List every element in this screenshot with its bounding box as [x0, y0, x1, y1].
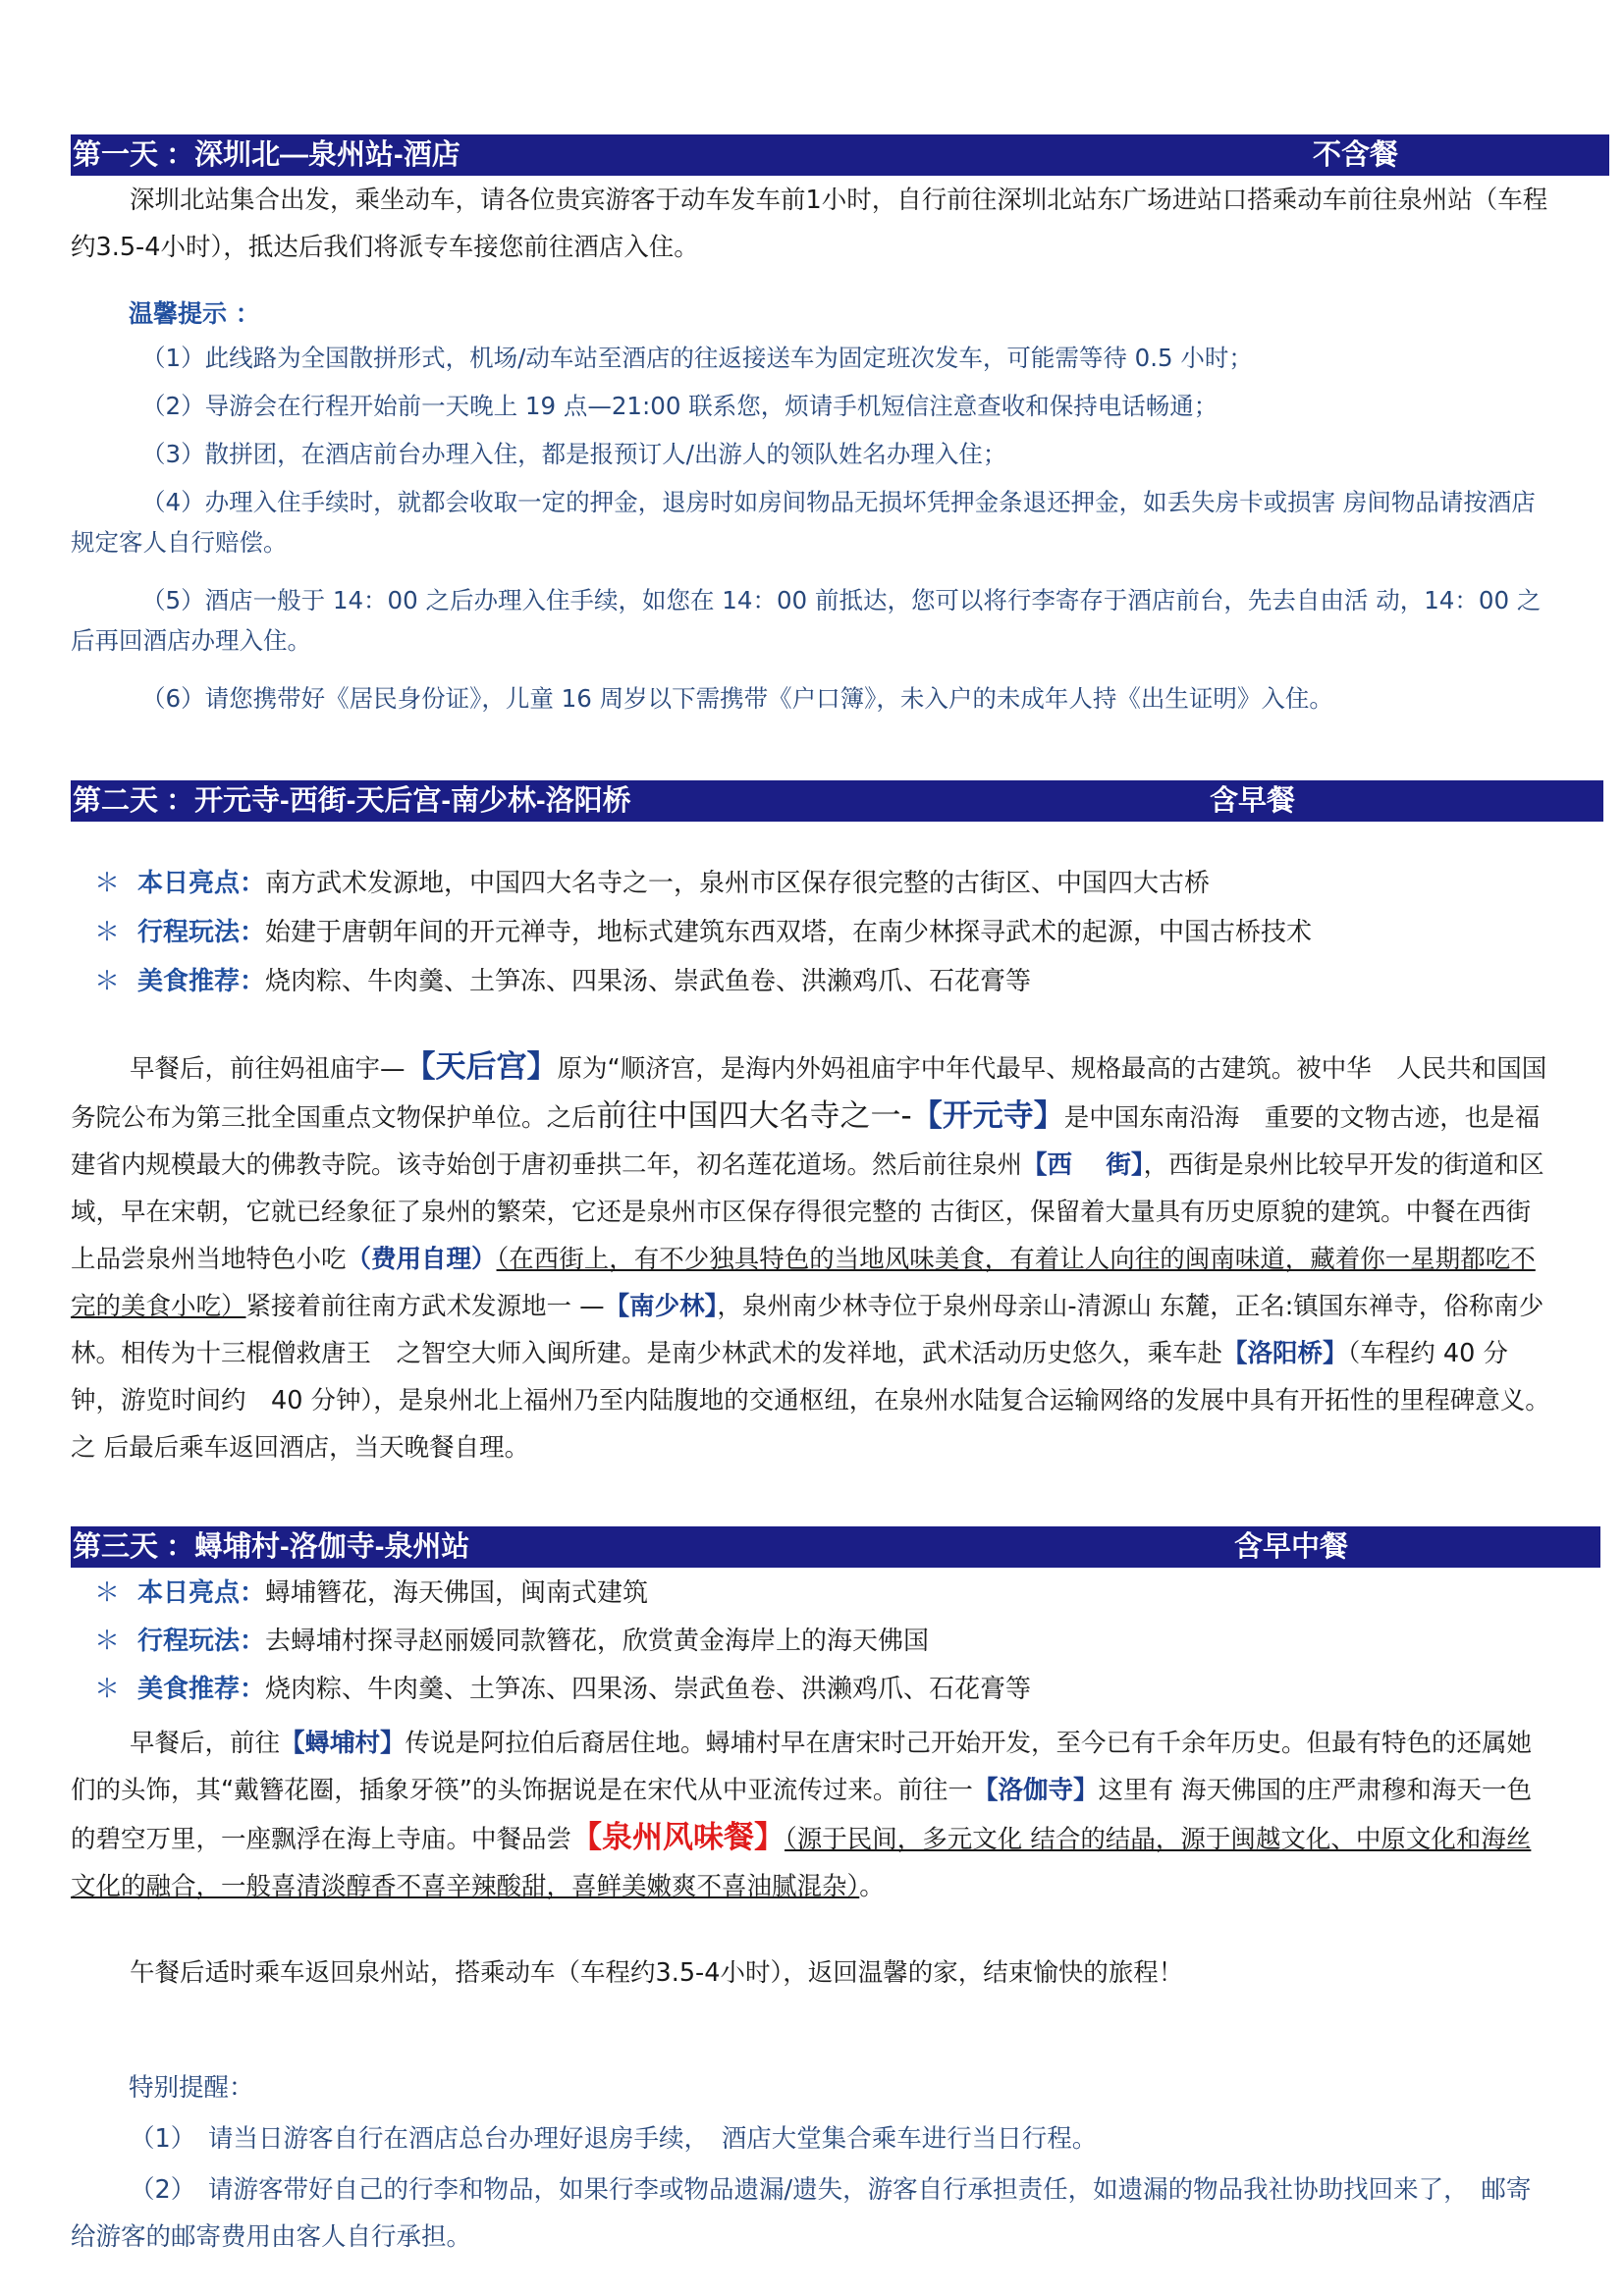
special-items — [71, 2115, 1553, 2261]
tip-item: （2）导游会在行程开始前一天晚上 19 点—21:00 联系您，烦请手机短信注意查收和保持电话畅通； — [141, 392, 1218, 420]
day1-intro: 深圳北站集合出发，乘坐动车，请各位贵宾游客于动车发车前1小时，自行前往深圳北站东广场进站口搭乘动车前往泉州站（车程约3.5-4小时），抵达后我们将派专车接您前往酒店入住。 — [71, 186, 1548, 262]
day3-highlight-1: ＊ 本日亮点：蟳埔簪花，海天佛国，闽南式建筑 — [94, 1574, 648, 1613]
poi-xunpu: 【蟳埔村】 — [280, 1729, 406, 1758]
poi-kaiyuan: 【开元寺】 — [911, 1098, 1064, 1134]
star-icon: ＊ — [94, 918, 121, 947]
day1-title: 第一天 ：深圳北—泉州站-酒店 — [73, 139, 460, 171]
quanzhou-flavor-meal: 【泉州风味餐】 — [571, 1820, 785, 1855]
day1-header — [71, 134, 1609, 176]
tip-item: （1）此线路为全国散拼形式，机场/动车站至酒店的往返接送车为固定班次发车，可能需等待 0.5 小时； — [141, 344, 1253, 372]
poi-luoyang: 【洛阳桥】 — [1222, 1339, 1348, 1368]
day2-highlight-3: ＊ 美食推荐：烧肉粽、牛肉羹、土笋冻、四果汤、崇武鱼卷、洪濑鸡爪、石花膏等 — [94, 962, 1031, 1001]
day1-tips-title: 温馨提示 ： — [129, 299, 260, 328]
star-icon: ＊ — [94, 1627, 121, 1656]
day2-highlight-2: ＊ 行程玩法：始建于唐朝年间的开元禅寺，地标式建筑东西双塔，在南少林探寻武术的起源，中国古桥技术 — [94, 913, 1312, 952]
day2-highlight-1: ＊ 本日亮点：南方武术发源地，中国四大名寺之一，泉州市区保存很完整的古街区、中国四大古桥 — [94, 864, 1210, 903]
star-icon: ＊ — [94, 1675, 121, 1704]
star-icon: ＊ — [94, 869, 121, 898]
special-item: （1） 请当日游客自行在酒店总台办理好退房手续， 酒店大堂集合乘车进行当日行程。 — [130, 2124, 1098, 2154]
day2-body: 早餐后，前往妈祖庙宇—【天后宫】原为“顺济宫，是海内外妈祖庙宇中年代最早、规格最高的古建筑。被中华 人民共和国国务院公布为第三批全国重点文物保护单位。之后前往中国四大名寺之一-【开元寺】是中国东南沿海 重要的文物古迹，也是福建省内规模最大的佛教寺院。该寺始创于唐初垂拱二年，初名莲花道场。然后前往泉州【西 街】，西街是泉州比较早开发的街道和区域，早在宋朝，它就已经象征了泉州的繁荣，它还是泉州市区保存得很完整的 古街区，保留着大量具有历史原貌的建筑。中餐在西街上品尝泉州当地特色小吃（费用自理）（在西街上，有不少独具特色的当地风味美食，有着让人向往的闽南味道，藏着你一星期都吃不完的美食小吃）紧接着前往南方武术发源地一 —【南少林】，泉州南少林寺位于泉州母亲山-清源山 东麓，正名:镇国东禅寺，俗称南少林。相传为十三棍僧救唐王 之智空大师入闽所建。是南少林武术的发祥地，武术活动历史悠久，乘车赴【洛阳桥】（车程约 40 分钟，游览时间约 40 分钟），是泉州北上福州乃至内陆腹地的交通枢纽，在泉州水陆复合运输网络的发展中具有开拓性的里程碑意义。之 后最后乘车返回酒店，当天晚餐自理。 — [71, 1049, 1550, 1463]
tip-item: （6）请您携带好《居民身份证》，儿童 16 周岁以下需携带《户口簿》，未入户的未成年人持《出生证明》入住。 — [141, 684, 1333, 713]
tip-item: （3）散拼团，在酒店前台办理入住，都是报预订人/出游人的领队姓名办理入住； — [141, 440, 1007, 468]
day2-title: 第二天 ：开元寺-西街-天后宫-南少林-洛阳桥 — [73, 785, 631, 817]
day3-meal: 含早中餐 — [1234, 1531, 1349, 1563]
poi-nanshaolin: 【南少林】 — [604, 1292, 718, 1321]
day2-meal: 含早餐 — [1210, 785, 1296, 817]
day3-highlight-2: ＊ 行程玩法：去蟳埔村探寻赵丽媛同款簪花，欣赏黄金海岸上的海天佛国 — [94, 1622, 929, 1661]
day1-meal: 不含餐 — [1313, 139, 1399, 171]
poi-luojia: 【洛伽寺】 — [972, 1776, 1099, 1805]
tip-item: （4）办理入住手续时，就都会收取一定的押金，退房时如房间物品无损坏凭押金条退还押金，如丢失房卡或损害 房间物品请按酒店规定客人自行赔偿。 — [71, 488, 1536, 557]
star-icon: ＊ — [94, 1578, 121, 1608]
day3-return: 午餐后适时乘车返回泉州站，搭乘动车（车程约3.5-4小时），返回温馨的家，结束愉快的旅程！ — [130, 1958, 1184, 1988]
day3-body: 早餐后，前往【蟳埔村】传说是阿拉伯后裔居住地。蟳埔村早在唐宋时己开始开发，至今已有千余年历史。但最有特色的还属她们的头饰，其“戴簪花圈，插象牙筷”的头饰据说是在宋代从中亚流传过来。前往一【洛伽寺】这里有 海天佛国的庄严肃穆和海天一色的碧空万里，一座飘浮在海上寺庙。中餐品尝【泉州风味餐】（源于民间，多元文化 结合的结晶，源于闽越文化、中原文化和海丝文化的融合，一般喜清淡醇香不喜辛辣酸甜，喜鲜美嫩爽不喜油腻混杂）。 — [71, 1729, 1533, 1901]
tip-item: （5）酒店一般于 14：00 之后办理入住手续，如您在 14：00 前抵达，您可以将行李寄存于酒店前台，先去自由活 动，14：00 之后再回酒店办理入住。 — [71, 586, 1542, 655]
day3-header — [71, 1526, 1600, 1568]
day3-title: 第三天 ：蟳埔村-洛伽寺-泉州站 — [73, 1531, 470, 1563]
poi-tianhou: 【天后宫】 — [405, 1049, 558, 1085]
star-icon: ＊ — [94, 967, 121, 996]
special-title: 特别提醒： — [129, 2073, 254, 2103]
day3-highlight-3: ＊ 美食推荐：烧肉粽、牛肉羹、土笋冻、四果汤、崇武鱼卷、洪濑鸡爪、石花膏等 — [94, 1670, 1031, 1709]
fee-note: （费用自理） — [346, 1245, 497, 1274]
day1-tips — [71, 338, 1553, 719]
special-item: （2） 请游客带好自己的行李和物品，如果行李或物品遗漏/遗失，游客自行承担责任，如遗漏的物品我社协助找回来了， 邮寄给游客的邮寄费用由客人自行承担。 — [71, 2175, 1532, 2252]
poi-xijie: 【西 街】 — [1022, 1150, 1144, 1180]
day2-header — [71, 780, 1603, 822]
